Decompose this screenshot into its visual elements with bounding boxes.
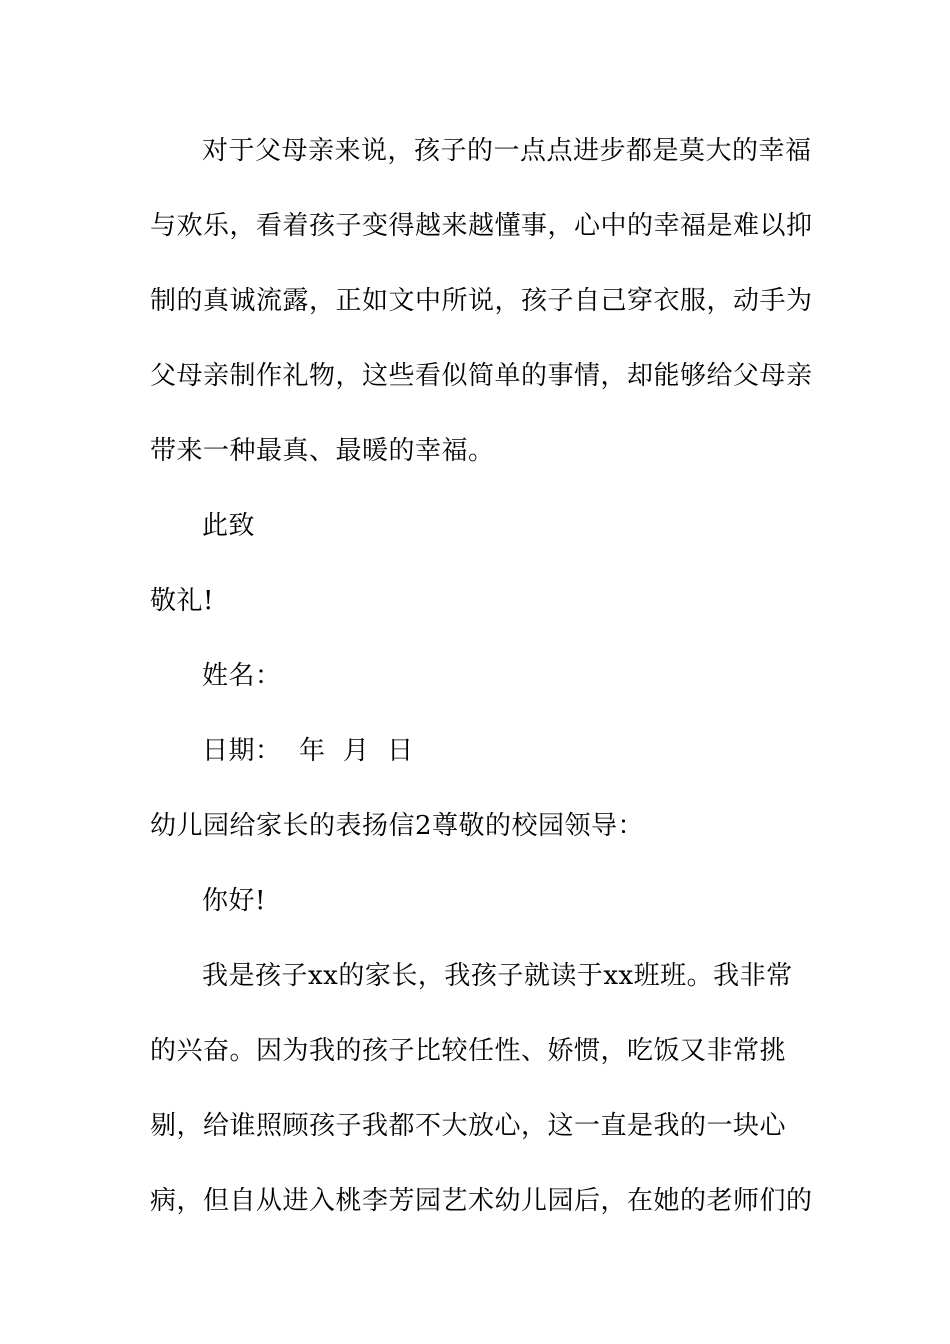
closing-text: 此致 <box>202 511 256 541</box>
paragraph-1-line-1: 对于父母亲来说，孩子的一点点进步都是莫大的幸福 <box>202 136 812 166</box>
paragraph-2-line-2: 的兴奋。因为我的孩子比较任性、娇惯，吃饭又非常挑 <box>150 1036 787 1066</box>
greeting-text: 你好! <box>202 886 266 916</box>
salute-text: 敬礼! <box>150 586 214 616</box>
paragraph-2-line-4: 病，但自从进入桃李芳园艺术幼儿园后，在她的老师们的 <box>150 1186 813 1216</box>
date-label: 日期： 年 月 日 <box>202 736 414 766</box>
paragraph-1-line-4: 父母亲制作礼物，这些看似简单的事情，却能够给父母亲 <box>150 361 813 391</box>
letter-2-heading: 幼儿园给家长的表扬信2尊敬的校园领导： <box>150 811 645 841</box>
paragraph-1-line-3: 制的真诚流露，正如文中所说，孩子自己穿衣服，动手为 <box>150 286 813 316</box>
name-label: 姓名： <box>202 661 282 691</box>
paragraph-2-line-1: 我是孩子xx的家长，我孩子就读于xx班班。我非常 <box>202 961 793 991</box>
paragraph-1-line-2: 与欢乐，看着孩子变得越来越懂事，心中的幸福是难以抑 <box>150 211 813 241</box>
paragraph-1-line-5: 带来一种最真、最暖的幸福。 <box>150 436 495 466</box>
paragraph-2-line-3: 剔，给谁照顾孩子我都不大放心，这一直是我的一块心 <box>150 1111 787 1141</box>
